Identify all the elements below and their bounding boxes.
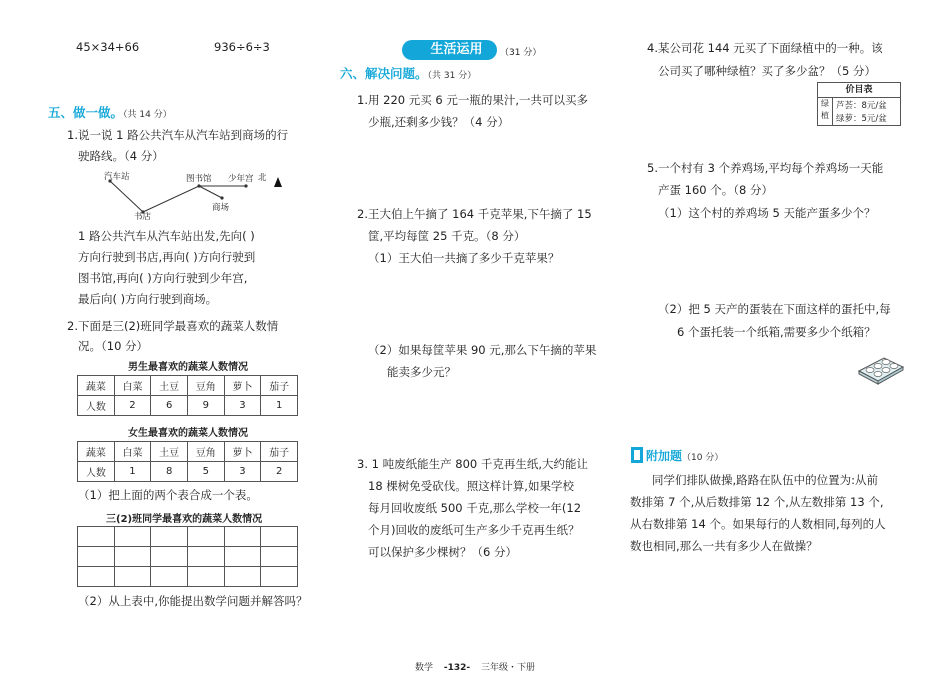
route-text-line-1: 1 路公共汽车从汽车站出发,先向( ) xyxy=(78,229,255,243)
page-footer xyxy=(0,660,950,673)
map-label-bus-station: 汽车站 xyxy=(104,172,130,182)
mid-q2-sub2-line-1: （2）如果每筐苹果 90 元,那么下午摘的苹果 xyxy=(368,343,597,357)
question-2-sub-2: （2）从上表中,你能提出数学问题并解答吗？ xyxy=(78,594,308,608)
mid-q3-line-4: 个月)回收的废纸可生产多少千克再生纸？ xyxy=(368,523,580,537)
header-cell: 蔬菜 xyxy=(78,442,115,462)
section-5-title: 五、做一做。 xyxy=(48,105,124,120)
header-cell: 土豆 xyxy=(151,442,188,462)
header-cell: 茄子 xyxy=(261,376,298,396)
map-label-north: 北 xyxy=(258,173,267,183)
extra-text-line-4: 数也相同,那么一共有多少人在做操？ xyxy=(630,539,818,553)
boys-vegetable-table xyxy=(77,375,298,416)
calc-expression-1: 45×34+66 xyxy=(76,40,140,54)
mid-q3-line-5: 可以保护多少棵树？（6 分） xyxy=(368,545,517,559)
girls-table-title: 女生最喜欢的蔬菜人数情况 xyxy=(128,428,248,439)
extra-text-line-1: 同学们排队做操,路路在队伍中的位置为:从前 xyxy=(652,473,879,487)
section-6-title: 六、解决问题。 xyxy=(340,66,428,81)
extra-text-line-2: 数排第 7 个,从后数排第 12 个,从左数排第 13 个, xyxy=(630,495,884,509)
table-row xyxy=(78,567,298,587)
mid-q1-line-1: 1.用 220 元买 6 元一瓶的果汁,一共可以买多 xyxy=(357,93,589,107)
question-2-line-2: 况。（10 分） xyxy=(78,339,149,353)
extra-question-title: 附加题 xyxy=(646,449,683,463)
header-cell: 白菜 xyxy=(114,376,151,396)
value-cell: 2 xyxy=(261,462,298,482)
section-6-points: （共 31 分） xyxy=(427,71,477,81)
girls-vegetable-table xyxy=(77,441,298,482)
question-2-line-1: 2.下面是三(2)班同学最喜欢的蔬菜人数情 xyxy=(67,319,279,333)
table-row xyxy=(78,396,298,416)
mid-q3-line-2: 18 棵树免受砍伐。照这样计算,如果学校 xyxy=(368,479,574,493)
header-cell: 土豆 xyxy=(151,376,188,396)
row-label-cell: 人数 xyxy=(78,396,115,416)
north-arrow-icon xyxy=(274,177,282,187)
header-cell: 萝卜 xyxy=(224,442,261,462)
route-text-line-2: 方向行驶到书店,再向( )方向行驶到 xyxy=(78,250,256,264)
extra-text-line-3: 从右数排第 14 个。如果每行的人数相同,每列的人 xyxy=(630,517,886,531)
right-q5-sub2-line-1: （2）把 5 天产的蛋装在下面这样的蛋托中,每 xyxy=(658,302,891,316)
value-cell: 3 xyxy=(224,462,261,482)
value-cell: 1 xyxy=(114,462,151,482)
price-row-aloe: 芦荟：8元/盆 xyxy=(836,101,887,111)
value-cell: 2 xyxy=(114,396,151,416)
banner-title: 生活运用 xyxy=(430,42,483,57)
price-list-title: 价目表 xyxy=(818,83,900,98)
right-q5-line-3: （1）这个村的养鸡场 5 天能产蛋多少个？ xyxy=(658,206,876,220)
map-label-library: 图书馆 xyxy=(186,174,212,184)
table-row xyxy=(78,547,298,567)
price-list-side-label: 绿植 xyxy=(818,98,833,125)
map-label-youth-palace: 少年宫 xyxy=(228,174,254,184)
section-5-points: （共 14 分） xyxy=(123,110,172,120)
value-cell: 3 xyxy=(224,396,261,416)
life-application-banner xyxy=(402,40,497,60)
mid-q1-line-2: 少瓶,还剩多少钱？（4 分） xyxy=(368,115,510,129)
price-list-box xyxy=(817,82,901,126)
footer-subject: 数学 xyxy=(414,663,433,673)
mid-q2-line-2: 筐,平均每筐 25 千克。（8 分） xyxy=(368,229,526,243)
route-text-line-3: 图书馆,再向( )方向行驶到少年宫, xyxy=(78,271,248,285)
route-text-line-4: 最后向( )方向行驶到商场。 xyxy=(78,292,218,306)
mid-q3-line-1: 3. 1 吨废纸能生产 800 千克再生纸,大约能让 xyxy=(357,457,589,471)
map-label-bookstore: 书店 xyxy=(134,212,152,222)
header-cell: 萝卜 xyxy=(224,376,261,396)
table-header-row xyxy=(78,442,298,462)
header-cell: 豆角 xyxy=(187,376,224,396)
bookmark-icon xyxy=(631,447,645,464)
calc-expression-2: 936÷6÷3 xyxy=(214,40,270,54)
section-5-heading xyxy=(48,105,172,123)
mid-q2-sub2-line-2: 能卖多少元？ xyxy=(387,365,456,379)
header-cell: 蔬菜 xyxy=(78,376,115,396)
header-cell: 茄子 xyxy=(261,442,298,462)
mid-q3-line-3: 每月回收废纸 500 千克,那么学校一年(12 xyxy=(368,501,582,515)
value-cell: 5 xyxy=(187,462,224,482)
question-1-line-1: 1.说一说 1 路公共汽车从汽车站到商场的行 xyxy=(67,128,289,142)
combined-empty-table xyxy=(77,526,298,587)
mid-q2-line-1: 2.王大伯上午摘了 164 千克苹果,下午摘了 15 xyxy=(357,207,592,221)
table-row xyxy=(78,462,298,482)
price-row-pothos: 绿萝：5元/盆 xyxy=(836,114,887,124)
right-q5-line-1: 5.一个村有 3 个养鸡场,平均每个养鸡场一天能 xyxy=(647,161,884,175)
header-cell: 白菜 xyxy=(114,442,151,462)
value-cell: 6 xyxy=(151,396,188,416)
egg-tray-icon xyxy=(856,351,906,385)
section-6-heading xyxy=(340,66,476,84)
extra-question-points: （10 分） xyxy=(682,453,724,463)
header-cell: 豆角 xyxy=(187,442,224,462)
footer-grade: 三年级・下册 xyxy=(481,663,536,673)
right-q4-line-1: 4.某公司花 144 元买了下面绿植中的一种。该 xyxy=(647,41,883,55)
map-label-mall: 商场 xyxy=(212,203,230,213)
value-cell: 9 xyxy=(187,396,224,416)
right-q5-line-2: 产蛋 160 个。（8 分） xyxy=(658,183,773,197)
right-q4-line-2: 公司买了哪种绿植？买了多少盆？（5 分） xyxy=(658,64,876,78)
right-q5-sub2-line-2: 6 个蛋托装一个纸箱,需要多少个纸箱？ xyxy=(677,325,876,339)
row-label-cell: 人数 xyxy=(78,462,115,482)
value-cell: 1 xyxy=(261,396,298,416)
question-2-sub-1: （1）把上面的两个表合成一个表。 xyxy=(78,488,258,502)
extra-question-heading xyxy=(646,447,723,464)
value-cell: 8 xyxy=(151,462,188,482)
banner-points: （31 分） xyxy=(500,48,542,58)
question-1-line-2: 驶路线。（4 分） xyxy=(78,149,164,163)
mid-q2-line-3: （1）王大伯一共摘了多少千克苹果？ xyxy=(368,251,560,265)
boys-table-title: 男生最喜欢的蔬菜人数情况 xyxy=(128,362,248,373)
table-header-row xyxy=(78,376,298,396)
footer-page-number: -132- xyxy=(443,663,471,673)
combined-table-title: 三(2)班同学最喜欢的蔬菜人数情况 xyxy=(106,514,263,525)
table-row xyxy=(78,527,298,547)
